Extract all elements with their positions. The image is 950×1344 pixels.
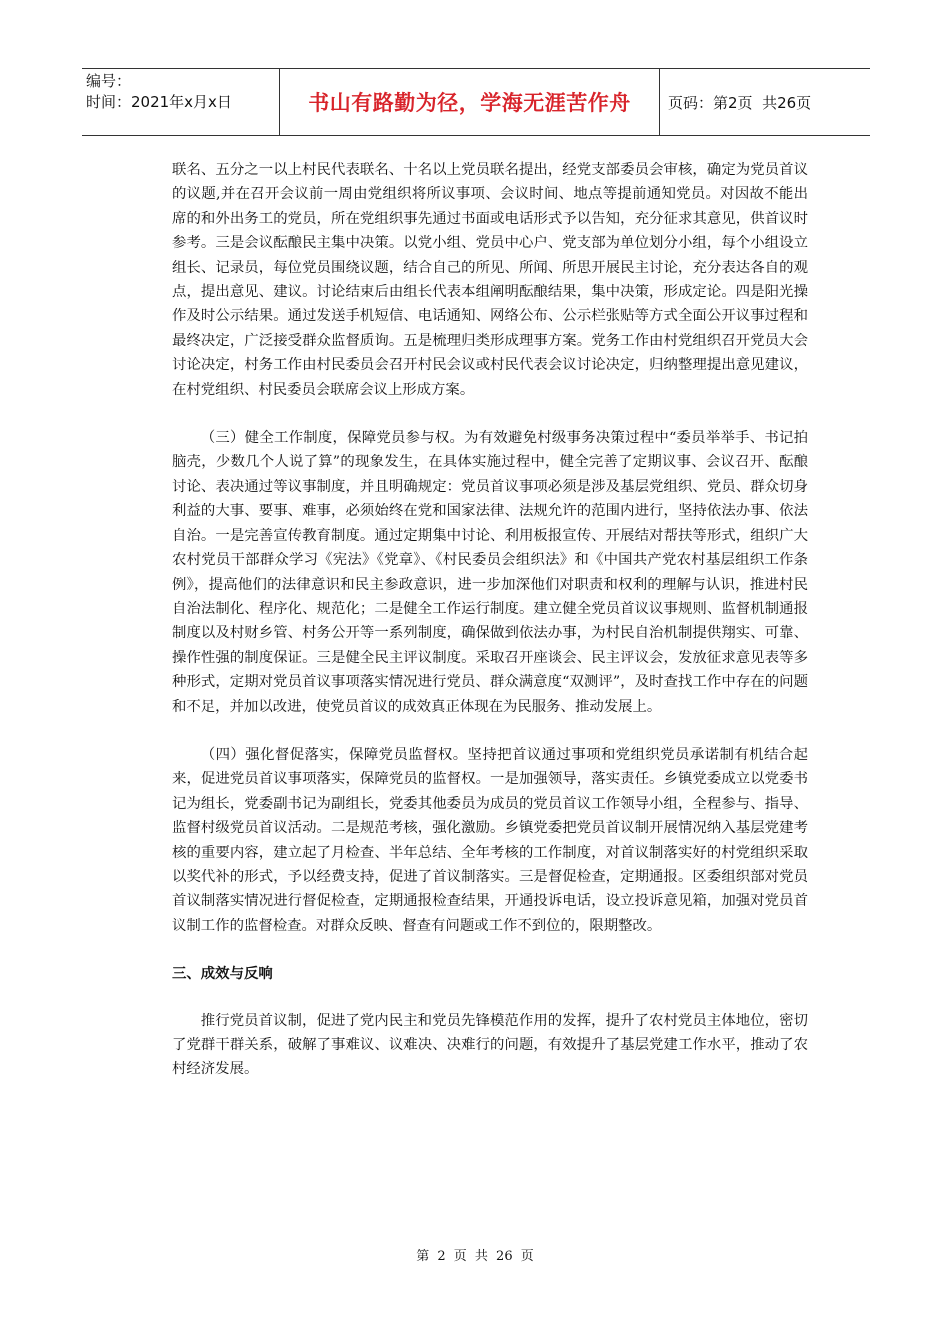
page-footer: 第 2 页 共 26 页 xyxy=(416,1249,534,1264)
page-header xyxy=(82,68,870,136)
document-date: 时间：2021年x月x日 xyxy=(86,93,232,111)
body-paragraph-1: 联名、五分之一以上村民代表联名、十名以上党员联名提出，经党支部委员会审核，确定为党员首议的议题,并在召开会议前一周由党组织将所议事项、会议时间、地点等提前通知党员。对因故不能出席的和外出务工的党员，所在党组织事先通过书面或电话形式予以告知，充分征求其意见，供首议时参考。三是会议酝酿民主集中决策。以党小组、党员中心户、党支部为单位划分小组，每个小组设立组长、记录员，每位党员围绕议题，结合自己的所见、所闻、所思开展民主讨论，充分表达各自的观点，提出意见、建议。讨论结束后由组长代表本组阐明酝酿结果，集中决策，形成定论。四是阳光操作及时公示结果。通过发送手机短信、电话通知、网络公布、公示栏张贴等方式全面公开议事过程和最终决定，广泛接受群众监督质询。五是梳理归类形成理事方案。党务工作由村党组织召开党员大会讨论决定，村务工作由村民委员会召开村民会议或村民代表会议讨论决定，归纳整理提出意见建议，在村党组织、村民委员会联席会议上形成方案。 xyxy=(172,162,808,398)
body-paragraph-4: 推行党员首议制，促进了党内民主和党员先锋模范作用的发挥，提升了农村党员主体地位，密切了党群干群关系，破解了事难议、议难决、决难行的问题，有效提升了基层党建工作水平，推动了农村经济发展。 xyxy=(172,1012,808,1078)
body-paragraph-2: （三）健全工作制度，保障党员参与权。为有效避免村级事务决策过程中“委员举举手、书记拍脑壳，少数几个人说了算”的现象发生，在具体实施过程中，健全完善了定期议事、会议召开、酝酿讨论、表决通过等议事制度，并且明确规定：党员首议事项必须是涉及基层党组织、党员、群众切身利益的大事、要事、难事，必须始终在党和国家法律、法规允许的范围内进行，坚持依法办事、依法自治。一是完善宣传教育制度。通过定期集中讨论、利用板报宣传、开展结对帮扶等形式，组织广大农村党员干部群众学习《宪法》《党章》、《村民委员会组织法》和《中国共产党农村基层组织工作条例》，提高他们的法律意识和民主参政意识，进一步加深他们对职责和权利的理解与认识，推进村民自治法制化、程序化、规范化；二是健全工作运行制度。建立健全党员首议议事规则、监督机制通报制度以及村财乡管、村务公开等一系列制度，确保做到依法办事，为村民自治机制提供翔实、可靠、操作性强的制度保证。三是健全民主评议制度。采取召开座谈会、民主评议会，发放征求意见表等多种形式，定期对党员首议事项落实情况进行党员、群众满意度“双测评”，及时查找工作中存在的问题和不足，并加以改进，使党员首议的成效真正体现在为民服务、推动发展上。 xyxy=(172,430,808,715)
header-motto: 书山有路勤为径，学海无涯苦作舟 xyxy=(280,69,660,135)
header-page-info: 页码：第2页 共26页 xyxy=(668,93,812,112)
header-meta xyxy=(82,69,280,135)
section-heading: 三、成效与反响 xyxy=(172,966,273,983)
document-body xyxy=(172,158,808,1082)
document-number-label: 编号： xyxy=(86,72,132,90)
body-paragraph-3: （四）强化督促落实，保障党员监督权。坚持把首议通过事项和党组织党员承诺制有机结合起来，促进党员首议事项落实，保障党员的监督权。一是加强领导，落实责任。乡镇党委成立以党委书记为组长，党委副书记为副组长，党委其他委员为成员的党员首议工作领导小组，全程参与、指导、监督村级党员首议活动。二是规范考核，强化激励。乡镇党委把党员首议制开展情况纳入基层党建考核的重要内容，建立起了月检查、半年总结、全年考核的工作制度，对首议制落实好的村党组织采取以奖代补的形式，予以经费支持，促进了首议制落实。三是督促检查，定期通报。区委组织部对党员首议制落实情况进行督促检查，定期通报检查结果，开通投诉电话，设立投诉意见箱，加强对党员首议制工作的监督检查。对群众反映、督查有问题或工作不到位的，限期整改。 xyxy=(172,746,808,934)
